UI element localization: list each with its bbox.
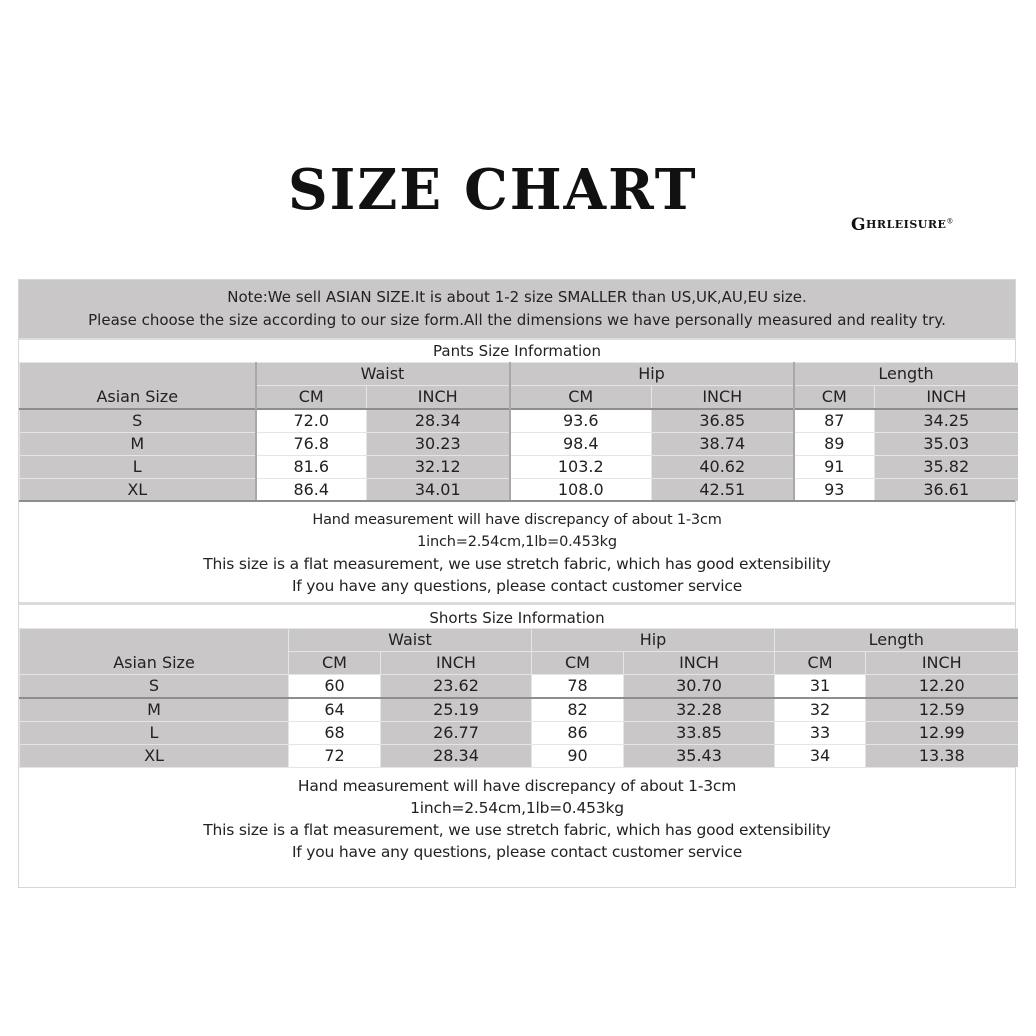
table-cell: 72.0 — [256, 409, 367, 433]
shorts-section-title: Shorts Size Information — [19, 602, 1015, 628]
table-cell: 32.12 — [367, 456, 510, 479]
brand-name: HRLEISURE — [866, 218, 947, 231]
shorts-unit-header: INCH — [866, 652, 1018, 675]
remark-line: 1inch=2.54cm,1lb=0.453kg — [417, 534, 617, 550]
table-cell: 26.77 — [381, 722, 532, 745]
page-title: SIZE CHART — [288, 157, 698, 223]
table-cell: 32.28 — [624, 698, 775, 722]
shorts-group-length: Length — [775, 629, 1018, 652]
table-cell: 36.85 — [652, 409, 794, 433]
table-cell: 90 — [532, 745, 624, 768]
shorts-unit-header: CM — [532, 652, 624, 675]
size-chart-frame — [18, 279, 1016, 888]
pants-group-waist: Waist — [256, 363, 510, 386]
shorts-size-header: Asian Size — [20, 629, 289, 675]
remark-line: Hand measurement will have discrepancy of about 1-3cm — [312, 512, 722, 528]
pants-size-header: Asian Size — [20, 363, 256, 410]
table-cell: 13.38 — [866, 745, 1018, 768]
table-cell: 86 — [532, 722, 624, 745]
table-cell: 64 — [289, 698, 381, 722]
remark-line: If you have any questions, please contact customer service — [291, 577, 743, 595]
table-row — [20, 433, 1018, 456]
table-cell: 34.25 — [875, 409, 1018, 433]
table-cell: 28.34 — [381, 745, 532, 768]
pants-unit-header: INCH — [652, 386, 794, 410]
brand-logo — [851, 215, 954, 235]
table-cell: 34.01 — [367, 479, 510, 502]
brand-g-icon: G — [851, 215, 867, 235]
table-cell: 35.82 — [875, 456, 1018, 479]
pants-remarks — [19, 500, 1015, 600]
table-cell: 86.4 — [256, 479, 367, 502]
table-cell: 68 — [289, 722, 381, 745]
table-cell: 98.4 — [510, 433, 652, 456]
size-label: XL — [20, 745, 289, 768]
table-row — [20, 456, 1018, 479]
size-label: M — [20, 698, 289, 722]
table-cell: 34 — [775, 745, 866, 768]
remark-line: 1inch=2.54cm,1lb=0.453kg — [410, 799, 624, 817]
table-cell: 31 — [775, 675, 866, 699]
size-label: L — [20, 722, 289, 745]
registered-mark: ® — [946, 217, 954, 226]
table-cell: 42.51 — [652, 479, 794, 502]
table-cell: 35.03 — [875, 433, 1018, 456]
remark-line: This size is a flat measurement, we use stretch fabric, which has good extensibility — [203, 555, 831, 573]
table-cell: 78 — [532, 675, 624, 699]
table-row — [20, 698, 1018, 722]
table-row — [20, 745, 1018, 768]
table-cell: 35.43 — [624, 745, 775, 768]
note-line-2: Please choose the size according to our size form.All the dimensions we have personally measured and reality try. — [88, 311, 946, 329]
pants-unit-header: CM — [510, 386, 652, 410]
table-cell: 40.62 — [652, 456, 794, 479]
table-cell: 30.70 — [624, 675, 775, 699]
size-label: S — [20, 675, 289, 699]
shorts-group-hip: Hip — [532, 629, 775, 652]
table-cell: 12.59 — [866, 698, 1018, 722]
size-label: XL — [20, 479, 256, 502]
table-cell: 76.8 — [256, 433, 367, 456]
table-cell: 82 — [532, 698, 624, 722]
shorts-unit-header: CM — [775, 652, 866, 675]
shorts-unit-header: INCH — [381, 652, 532, 675]
shorts-remarks — [19, 767, 1015, 887]
table-cell: 91 — [794, 456, 875, 479]
size-note — [19, 280, 1015, 338]
table-row — [20, 722, 1018, 745]
table-cell: 36.61 — [875, 479, 1018, 502]
table-cell: 103.2 — [510, 456, 652, 479]
table-row — [20, 675, 1018, 699]
pants-size-table — [19, 362, 1018, 501]
pants-group-header-row — [20, 363, 1018, 386]
pants-unit-header: INCH — [875, 386, 1018, 410]
table-cell: 25.19 — [381, 698, 532, 722]
pants-section-title: Pants Size Information — [19, 338, 1015, 362]
size-label: M — [20, 433, 256, 456]
remark-line: If you have any questions, please contact customer service — [291, 843, 743, 861]
size-label: S — [20, 409, 256, 433]
pants-group-length: Length — [794, 363, 1018, 386]
shorts-size-table — [19, 628, 1018, 767]
table-cell: 93.6 — [510, 409, 652, 433]
table-cell: 108.0 — [510, 479, 652, 502]
table-cell: 23.62 — [381, 675, 532, 699]
shorts-group-header-row — [20, 629, 1018, 652]
table-cell: 12.99 — [866, 722, 1018, 745]
pants-unit-header: CM — [256, 386, 367, 410]
table-cell: 30.23 — [367, 433, 510, 456]
table-cell: 60 — [289, 675, 381, 699]
table-row — [20, 409, 1018, 433]
table-cell: 28.34 — [367, 409, 510, 433]
table-cell: 72 — [289, 745, 381, 768]
table-cell: 12.20 — [866, 675, 1018, 699]
note-line-1: Note:We sell ASIAN SIZE.It is about 1-2 size SMALLER than US,UK,AU,EU size. — [227, 288, 807, 306]
pants-unit-header: CM — [794, 386, 875, 410]
shorts-unit-header: CM — [289, 652, 381, 675]
table-cell: 93 — [794, 479, 875, 502]
shorts-unit-header: INCH — [624, 652, 775, 675]
table-cell: 33.85 — [624, 722, 775, 745]
pants-unit-header: INCH — [367, 386, 510, 410]
pants-group-hip: Hip — [510, 363, 794, 386]
table-cell: 38.74 — [652, 433, 794, 456]
table-cell: 32 — [775, 698, 866, 722]
table-row — [20, 479, 1018, 502]
table-cell: 87 — [794, 409, 875, 433]
table-cell: 33 — [775, 722, 866, 745]
table-cell: 81.6 — [256, 456, 367, 479]
remark-line: This size is a flat measurement, we use stretch fabric, which has good extensibility — [203, 821, 831, 839]
shorts-group-waist: Waist — [289, 629, 532, 652]
remark-line: Hand measurement will have discrepancy of about 1-3cm — [297, 777, 737, 795]
size-label: L — [20, 456, 256, 479]
table-cell: 89 — [794, 433, 875, 456]
